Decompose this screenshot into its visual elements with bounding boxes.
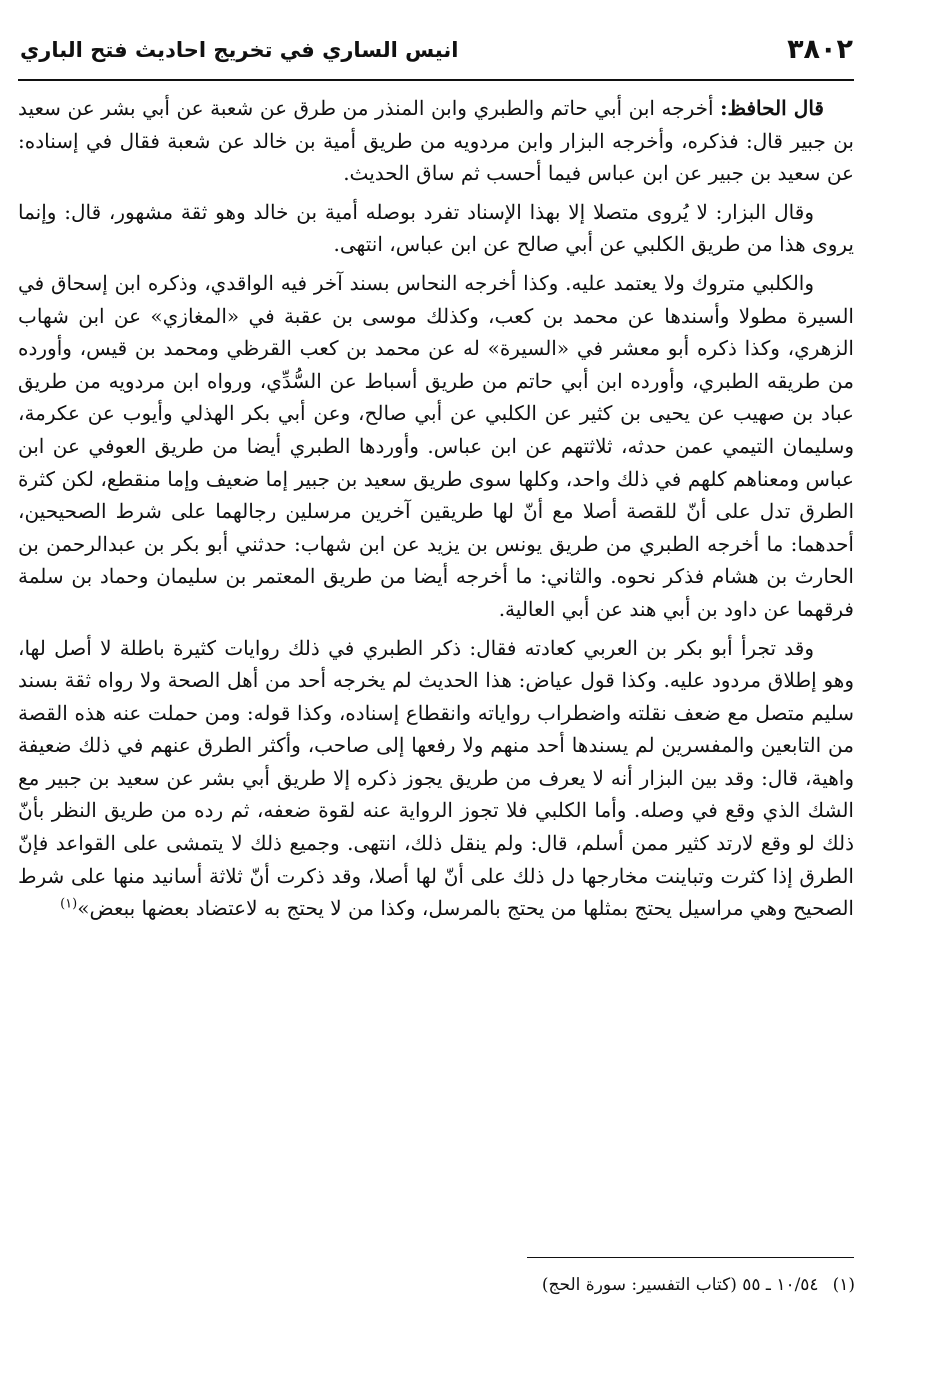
page-header [20, 30, 853, 76]
paragraph-4-text: وقد تجرأ أبو بكر بن العربي كعادته فقال: ذكر الطبري في ذلك روايات كثيرة باطلة لا أصل لها، وهو إطلاق مردود عليه. وكذا قول عياض: هذا الحديث لم يخرجه أحد من أهل الصحة ولا رواه ثقة بسند سليم متصل مع ضعف نقلته واضطراب رواياته وانقطاع إسناده، وكذا قوله: ومن حملت عنه هذه القصة من التابعين والمفسرين لم يسندها أحد منهم ولا رفعها إلى صاحب، وأكثر الطرق عنهم في ذلك ضعيفة واهية، قال: وقد بين البزار أنه لا يعرف من طريق يجوز ذكره إلا طريق أبي بشر عن سعيد بن جبير مع الشك الذي وقع في وصله. وأما الكلبي فلا تجوز الرواية عنه لقوة ضعفه، ثم رده من طريق النظر بأنّ ذلك لو وقع لارتد كثير ممن أسلم، قال: ولم ينقل ذلك، انتهى. وجميع ذلك لا يتمشى على القواعد فإنّ الطرق إذا كثرت وتباينت مخارجها دل ذلك على أنّ لها أصلا، وقد ذكرت أنّ ثلاثة أسانيد منها على شرط الصحيح وهي مراسيل يحتج بمثلها من يحتج بالمرسل، وكذا من لا يحتج به لاعتضاد بعضها ببعض» [18, 635, 854, 921]
page-number: ٣٨٠٢ [787, 34, 853, 65]
footnote-reference: (١) [60, 896, 78, 912]
paragraph-3: والكلبي متروك ولا يعتمد عليه. وكذا أخرجه النحاس بسند آخر فيه الواقدي، وذكره ابن إسحاق في السيرة مطولا وأسندها عن محمد بن كعب، وكذلك موسى بن عقبة في «المغازي» عن ابن شهاب الزهري، وكذا ذكره أبو معشر في «السيرة» له عن محمد بن كعب القرظي ومحمد بن قيس، وأورده من طريقه الطبري، وأورده ابن أبي حاتم من طريق أسباط عن السُّدِّي، ورواه ابن مردويه من طريق عباد بن صهيب عن يحيى بن كثير عن الكلبي عن أبي صالح، وعن أبي بكر الهذلي وأيوب عن عكرمة، وسليمان التيمي عمن حدثه، ثلاثتهم عن ابن عباس. وأوردها الطبري أيضا من طريق العوفي عن ابن عباس ومعناهم كلهم في ذلك واحد، وكلها سوى طريق سعيد بن جبير إما ضعيف وإما منقطع، لكن كثرة الطرق تدل على أنّ للقصة أصلا مع أنّ لها طريقين آخرين مرسلين رجالهما على شرط الصحيحين، أحدهما: ما أخرجه الطبري من طريق يونس بن يزيد عن ابن شهاب: حدثني أبو بكر بن عبدالرحمن بن الحارث بن هشام فذكر نحوه. والثاني: ما أخرجه أيضا من طريق المعتمر بن سليمان وحماد بن سلمة فرقهما عن داود بن أبي هند عن أبي العالية. [18, 270, 854, 621]
main-text [18, 92, 854, 1252]
footnote-rule [527, 1257, 854, 1258]
paragraph-lead: قال الحافظ: [720, 96, 824, 120]
footnote [300, 1270, 855, 1304]
running-title: انيس الساري في تخريج احاديث فتح الباري [20, 38, 459, 62]
header-rule [18, 79, 854, 81]
paragraph-1 [18, 92, 854, 190]
footnote-label: (١) [832, 1275, 855, 1295]
paragraph-1-text: أخرجه ابن أبي حاتم والطبري وابن المنذر من طرق عن شعبة عن أبي بشر عن سعيد بن جبير قال: فذكره، وأخرجه البزار وابن مردويه من طريق أمية بن خالد عن شعبة فقال في إسناده: عن سعيد بن جبير عن ابن عباس فيما أحسب ثم ساق الحديث. [18, 96, 854, 186]
paragraph-2: وقال البزار: لا يُروى متصلا إلا بهذا الإسناد تفرد بوصله أمية بن خالد وهو ثقة مشهور، قال: وإنما يروى هذا من طريق الكلبي عن أبي صالح عن ابن عباس، انتهى. [18, 199, 854, 257]
paragraph-4 [18, 632, 854, 925]
footnote-text: ١٠/٥٤ ـ ٥٥ (كتاب التفسير: سورة الحج) [541, 1275, 819, 1295]
